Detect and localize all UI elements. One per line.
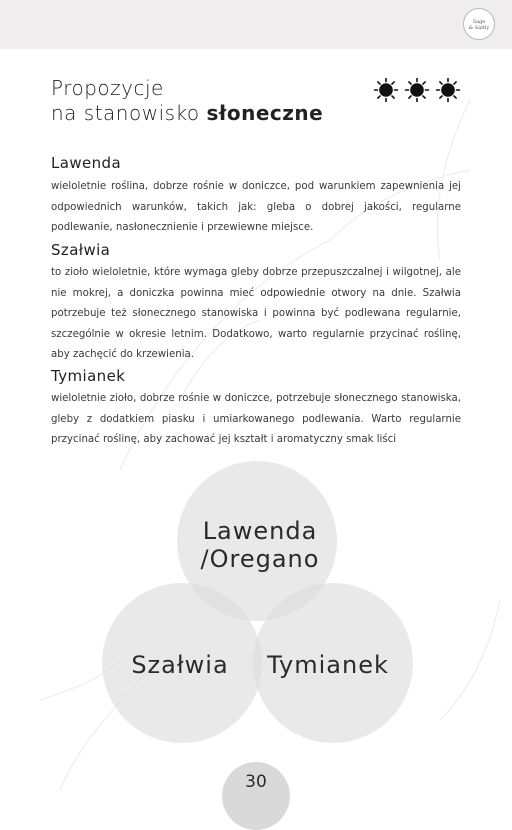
top-bar <box>0 0 512 49</box>
page-number-badge <box>222 762 290 830</box>
sun-icon <box>375 79 398 102</box>
logo-line-1: Sage <box>472 19 486 25</box>
section-text-szalwia: to zioło wieloletnie, które wymaga gleby dobrze przepuszczalnej i wilgotnej, ale nie mokrej, a doniczka powinna mieć odpowiednie otwory na dnie. Szałwia potrzebuje też słonecznego stanowiska i powinna być podlewana regularnie, szczególnie w okresie letnim. Dodatkowo, warto regularnie przycinać roślinę, aby zachęcić do krzewienia. <box>51 267 461 360</box>
sun-icons <box>373 78 463 102</box>
title-line-2-bold: słoneczne <box>206 101 324 125</box>
title-line-2-prefix: na stanowisko <box>51 101 207 125</box>
section-heading-lawenda: Lawenda <box>51 154 122 172</box>
venn-label-left: Szałwia <box>131 651 229 679</box>
section-heading-tymianek: Tymianek <box>51 367 126 385</box>
title-line-2 <box>51 101 371 126</box>
sun-icon <box>406 79 429 102</box>
venn-label-top <box>190 517 330 573</box>
section-text-tymianek: wieloletnie zioło, dobrze rośnie w doniczce, potrzebuje słonecznego stanowiska, gleby z dodatkiem piasku i umiarkowanego podlewania. Warto regularnie przycinać roślinę, aby zachować jej kształt i aromatyczny smak liści <box>51 393 461 445</box>
section-heading-szalwia: Szałwia <box>51 241 111 259</box>
brand-logo <box>463 8 495 40</box>
title-line-1: Propozycje <box>51 76 164 100</box>
venn-label-top-line-2: /Oregano <box>200 545 320 573</box>
page-number: 30 <box>245 772 267 792</box>
section-text-lawenda: wieloletnie roślina, dobrze rośnie w doniczce, pod warunkiem zapewnienia jej odpowiednich warunków, takich jak: gleba o dobrej jakości, regularne podlewanie, nasłonecznienie i przewiewne miejsce. <box>51 181 461 233</box>
logo-line-2: & Saltly <box>468 25 490 31</box>
venn-label-right: Tymianek <box>267 651 389 679</box>
page-title <box>51 76 371 126</box>
venn-label-top-line-1: Lawenda <box>202 517 318 545</box>
sun-icon <box>437 79 460 102</box>
